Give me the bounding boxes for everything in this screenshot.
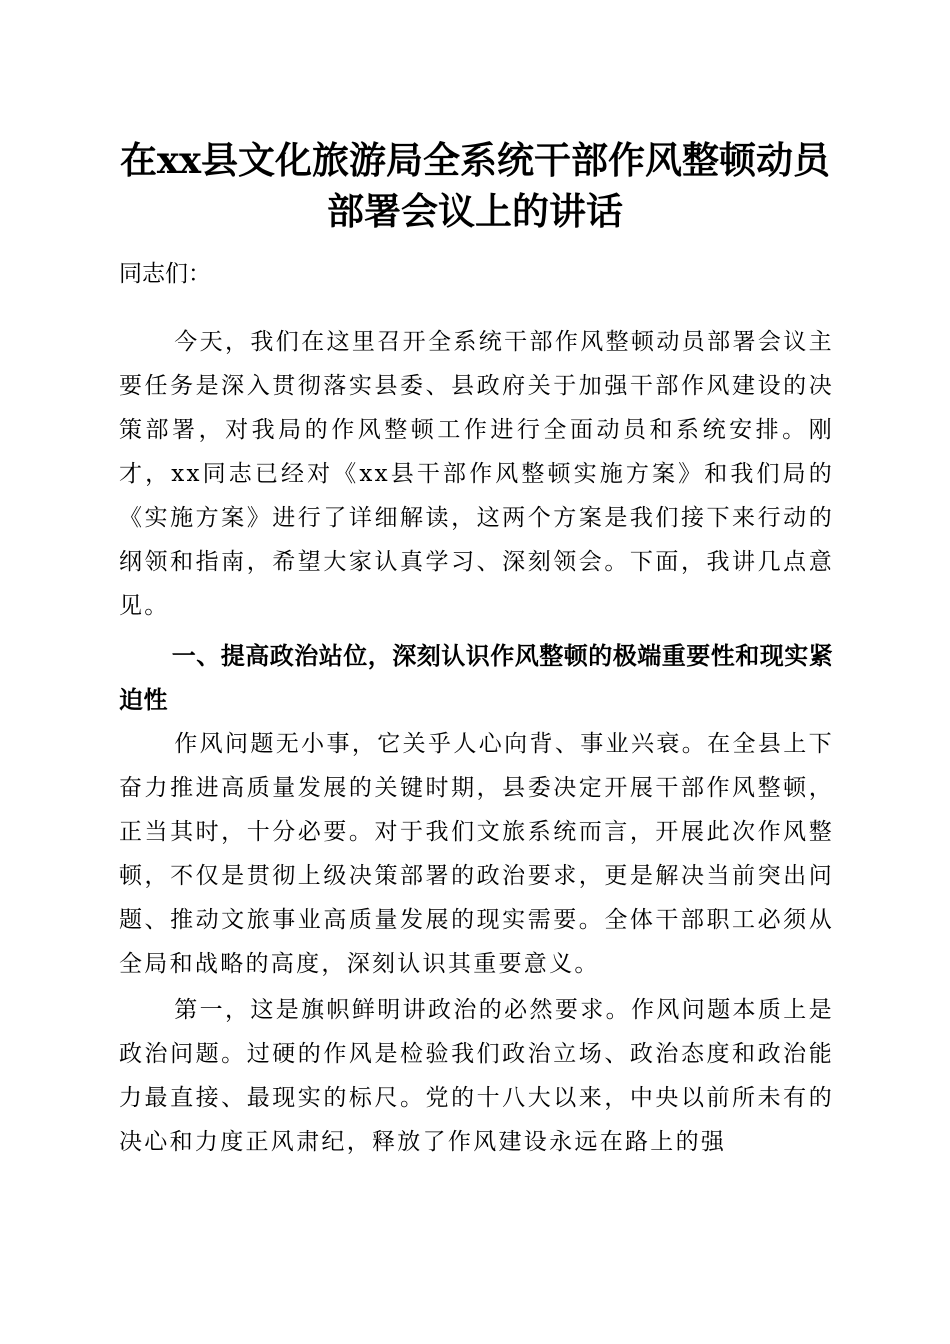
document-title-line2: 部署会议上的讲话 [327, 189, 623, 233]
paragraph-point1: 第一，这是旗帜鲜明讲政治的必然要求。作风问题本质上是政治问题。过硬的作风是检验我们政治立场、政治态度和政治能力最直接、最现实的标尺。党的十八大以来，中央以前所未有的决心和力度正风肃纪，释放了作风建设永远在路上的强 [119, 997, 834, 1155]
document-title-line1: 在xx县文化旅游局全系统干部作风整顿动员 [119, 138, 831, 182]
salutation: 同志们： [119, 261, 211, 287]
paragraph-section1: 作风问题无小事，它关乎人心向背、事业兴衰。在全县上下奋力推进高质量发展的关键时期，县委决定开展干部作风整顿，正当其时，十分必要。对于我们文旅系统而言，开展此次作风整顿，不仅是贯彻上级决策部署的政治要求，更是解决当前突出问题、推动文旅事业高质量发展的现实需要。全体干部职工必须从全局和战略的高度，深刻认识其重要意义。 [119, 731, 834, 977]
section-heading-1: 一、提高政治站位，深刻认识作风整顿的极端重要性和现实紧迫性 [119, 642, 834, 714]
paragraph-intro: 今天，我们在这里召开全系统干部作风整顿动员部署会议主要任务是深入贯彻落实县委、县政府关于加强干部作风建设的决策部署，对我局的作风整顿工作进行全面动员和系统安排。刚才，xx同志已经对《xx县干部作风整顿实施方案》和我们局的《实施方案》进行了详细解读，这两个方案是我们接下来行动的纲领和指南，希望大家认真学习、深刻领会。下面，我讲几点意见。 [119, 329, 834, 619]
